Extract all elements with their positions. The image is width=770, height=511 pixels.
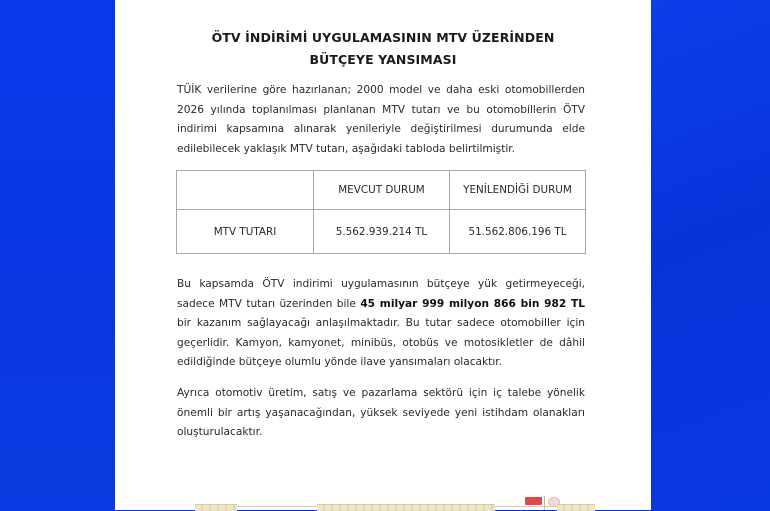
employment-line: oluşturulacaktır. bbox=[177, 426, 263, 438]
document-title bbox=[115, 27, 651, 71]
title-line-2: BÜTÇEYE YANSIMASI bbox=[309, 52, 457, 67]
intro-line: indirimi kapsamına alınarak yenileriyle değiştirilmesi durumunda elde bbox=[177, 123, 585, 135]
background-left bbox=[0, 0, 115, 510]
budget-line: bir kazanım sağlayacağı anlaşılmaktadır. Bu tutar sadece otomobiller için bbox=[177, 317, 585, 329]
flagpole-divider bbox=[544, 496, 545, 510]
table-header-current: MEVCUT DURUM bbox=[314, 171, 450, 210]
intro-line: edilebilecek yaklaşık MTV tutarı, aşağıdaki tabloda belirtilmiştir. bbox=[177, 142, 516, 155]
document-page bbox=[115, 0, 651, 510]
row-label: MTV TUTARI bbox=[177, 210, 314, 254]
intro-line: 2026 yılında toplanılması planlanan MTV tutarı ve bu otomobillerin ÖTV bbox=[177, 103, 585, 116]
table-row bbox=[177, 210, 586, 254]
budget-line: geçerlidir. Kamyon, kamyonet, minibüs, otobüs ve motosikletler de dâhil bbox=[177, 336, 585, 349]
gain-amount: 45 milyar 999 milyon 866 bin 982 TL bbox=[360, 297, 585, 310]
footer-rule bbox=[237, 506, 317, 507]
employment-paragraph bbox=[177, 384, 585, 443]
flag-icon bbox=[525, 497, 542, 505]
table-header-renewed: YENİLENDİĞİ DURUM bbox=[450, 171, 586, 210]
table-header-empty bbox=[177, 171, 314, 210]
title-line-1: ÖTV İNDİRİMİ UYGULAMASININ MTV ÜZERİNDEN bbox=[211, 30, 555, 45]
budget-line: Bu kapsamda ÖTV indirimi uygulamasının bütçeye yük getirmeyeceği, bbox=[177, 278, 585, 290]
background-right bbox=[651, 0, 770, 510]
budget-line-with-amount bbox=[177, 295, 585, 315]
budget-paragraph bbox=[177, 275, 585, 373]
renewed-value: 51.562.806.196 TL bbox=[450, 210, 586, 254]
mtv-table bbox=[176, 170, 586, 254]
employment-line: Ayrıca otomotiv üretim, satış ve pazarlama sektörü için iç talebe yönelik bbox=[177, 387, 585, 399]
table-header-row bbox=[177, 171, 586, 210]
employment-line: önemli bir artış yaşanacağından, yüksek seviyede yeni istihdam olanakları bbox=[177, 406, 585, 419]
intro-paragraph bbox=[177, 81, 585, 159]
intro-line: TÜİK verilerine göre hazırlanan; 2000 model ve daha eski otomobillerden bbox=[177, 84, 585, 96]
current-value: 5.562.939.214 TL bbox=[314, 210, 450, 254]
budget-line-prefix: sadece MTV tutarı üzerinden bile bbox=[177, 297, 361, 310]
letterhead-footer bbox=[195, 496, 635, 510]
budget-line: edildiğinde bütçeye olumlu yönde ilave yansımaları olacaktır. bbox=[177, 356, 503, 368]
